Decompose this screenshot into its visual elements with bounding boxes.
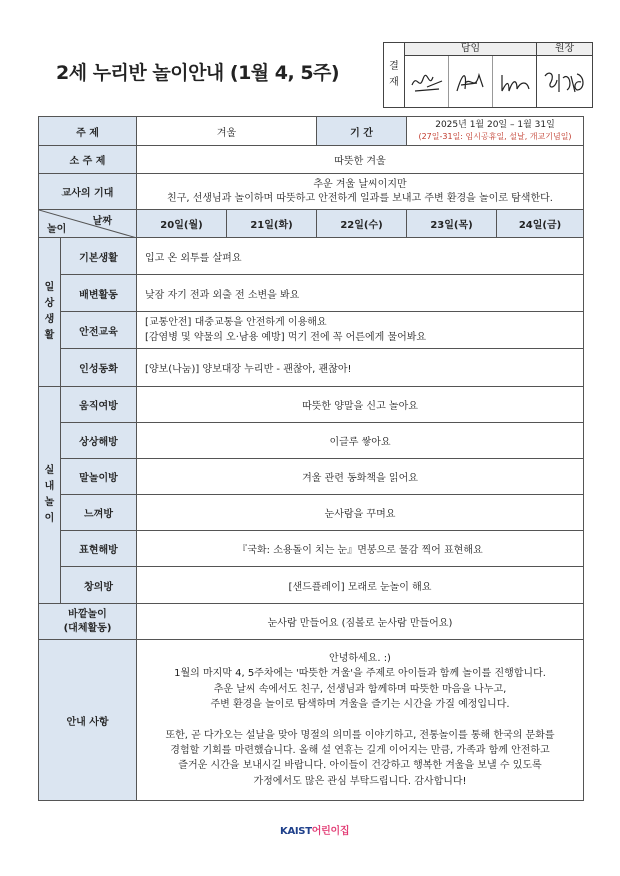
daily-row-text: [양보(나눔)] 양보대장 누리반 - 괜찮아, 괜찮아!	[137, 349, 584, 387]
period-cell	[407, 117, 584, 146]
guide-label: 안내 사항	[39, 640, 137, 801]
indoor-row-text: 눈사람을 꾸며요	[137, 495, 584, 531]
indoor-row-text: [샌드플레이] 모래로 눈놀이 해요	[137, 567, 584, 604]
indoor-row-label: 상상해방	[61, 423, 137, 459]
teacher-signature-2	[449, 56, 493, 107]
approval-director-column	[537, 43, 592, 107]
daily-life-char: 상	[44, 298, 55, 309]
approval-box	[383, 42, 593, 108]
guide-text	[137, 640, 584, 801]
guide-line: 가정에서도 많은 관심 부탁드립니다. 감사합니다!	[253, 775, 467, 787]
guide-line: 1월의 마지막 4, 5주차에는 '따뜻한 겨울'을 주제로 아이들과 함께 놀이를 진행합니다.	[174, 668, 546, 680]
indoor-char: 실	[44, 465, 55, 476]
teacher-signature-3	[493, 56, 536, 107]
indoor-char: 놀	[44, 497, 55, 508]
subtheme-value: 따뜻한 겨울	[137, 146, 584, 174]
day-header: 24일(금)	[497, 210, 584, 238]
corner-bottom-label: 놀이	[47, 224, 67, 235]
expect-line-1: 추운 겨울 날씨이지만	[313, 178, 407, 190]
guide-line: 경험할 기회를 마련했습니다. 올해 설 연휴는 길게 이어지는 만큼, 가족과 함께 안전하고	[170, 744, 550, 756]
indoor-row-label: 움직여방	[61, 387, 137, 423]
period-main: 2025년 1월 20일 – 1월 31일	[435, 120, 555, 130]
guide-line-blank	[143, 712, 577, 727]
daily-row-text-multi	[137, 312, 584, 349]
daily-life-char: 일	[44, 282, 55, 293]
plan-table	[38, 116, 584, 801]
logo-daycare: 어린이집	[311, 826, 350, 837]
approval-side-1: 결	[389, 61, 399, 72]
period-label: 기 간	[317, 117, 407, 146]
safety-line-1: [교통안전] 대중교통을 안전하게 이용해요	[145, 317, 327, 328]
kaist-logo	[280, 822, 349, 837]
indoor-row-text: 겨울 관련 동화책을 읽어요	[137, 459, 584, 495]
indoor-section-label	[39, 387, 61, 604]
outdoor-label	[39, 604, 137, 640]
expect-cell	[137, 174, 584, 210]
indoor-row-text: 이글루 쌓아요	[137, 423, 584, 459]
days-corner	[39, 210, 137, 238]
approval-director-header: 원장	[537, 43, 592, 56]
guide-line: 주변 환경을 놀이로 탐색하며 겨울을 즐기는 시간을 가질 예정입니다.	[210, 699, 510, 711]
daily-life-section-label	[39, 238, 61, 387]
guide-line: 즐거운 시간을 보내시길 바랍니다. 아이들이 건강하고 행복한 겨울을 보낼 수 있도록	[178, 760, 542, 772]
approval-side-2: 재	[389, 77, 399, 88]
daily-life-char: 생	[44, 314, 55, 325]
indoor-row-label: 표현해방	[61, 531, 137, 567]
indoor-row-label: 느껴방	[61, 495, 137, 531]
approval-teacher-column	[405, 43, 537, 107]
expect-label: 교사의 기대	[39, 174, 137, 210]
expect-line-2: 친구, 선생님과 놀이하며 따뜻하고 안전하게 일과를 보내고 주변 환경을 놀이로 탐색한다.	[167, 192, 553, 204]
indoor-char: 이	[44, 513, 55, 524]
theme-label: 주 제	[39, 117, 137, 146]
daily-row-label: 인성동화	[61, 349, 137, 387]
guide-line: 추운 날씨 속에서도 친구, 선생님과 함께하며 따뜻한 마음을 나누고,	[213, 683, 507, 695]
approval-side-label	[384, 43, 405, 107]
day-header: 23일(목)	[407, 210, 497, 238]
guide-line: 안녕하세요. :)	[329, 653, 391, 665]
daily-row-text: 낮잠 자기 전과 외출 전 소변을 봐요	[137, 275, 584, 312]
outdoor-label-2: (대체활동)	[63, 622, 112, 634]
safety-line-2: [감염병 및 약물의 오·남용 예방] 먹기 전에 꼭 어른에게 물어봐요	[145, 332, 427, 343]
day-header: 22일(수)	[317, 210, 407, 238]
outdoor-text: 눈사람 만들어요 (짐볼로 눈사람 만들어요)	[137, 604, 584, 640]
theme-value: 겨울	[137, 117, 317, 146]
daily-row-label: 기본생활	[61, 238, 137, 275]
outdoor-label-1: 바깥놀이	[68, 608, 107, 620]
indoor-row-label: 말놀이방	[61, 459, 137, 495]
indoor-row-text: 『국화: 소용돌이 치는 눈』면봉으로 물감 찍어 표현해요	[137, 531, 584, 567]
day-header: 20일(월)	[137, 210, 227, 238]
indoor-char: 내	[44, 481, 55, 492]
day-header: 21일(화)	[227, 210, 317, 238]
indoor-row-text: 따뜻한 양말을 신고 놀아요	[137, 387, 584, 423]
daily-life-char: 활	[44, 330, 55, 341]
daily-row-text: 입고 온 외투를 살펴요	[137, 238, 584, 275]
subtheme-label: 소 주 제	[39, 146, 137, 174]
daily-row-label: 배변활동	[61, 275, 137, 312]
approval-teacher-header: 담임	[405, 43, 536, 56]
logo-kaist: KAIST	[280, 826, 312, 837]
page-title: 2세 누리반 놀이안내 (1월 4, 5주)	[56, 62, 340, 84]
corner-top-label: 날짜	[92, 216, 112, 227]
guide-line: 또한, 곧 다가오는 설날을 맞아 명절의 의미를 이야기하고, 전통놀이를 통해 한국의 문화를	[165, 729, 555, 741]
teacher-signature-1	[405, 56, 449, 107]
director-signature	[537, 56, 592, 107]
indoor-row-label: 창의방	[61, 567, 137, 604]
period-note: (27일-31일: 임시공휴일, 설날, 개교기념일)	[418, 132, 572, 141]
daily-row-label: 안전교육	[61, 312, 137, 349]
